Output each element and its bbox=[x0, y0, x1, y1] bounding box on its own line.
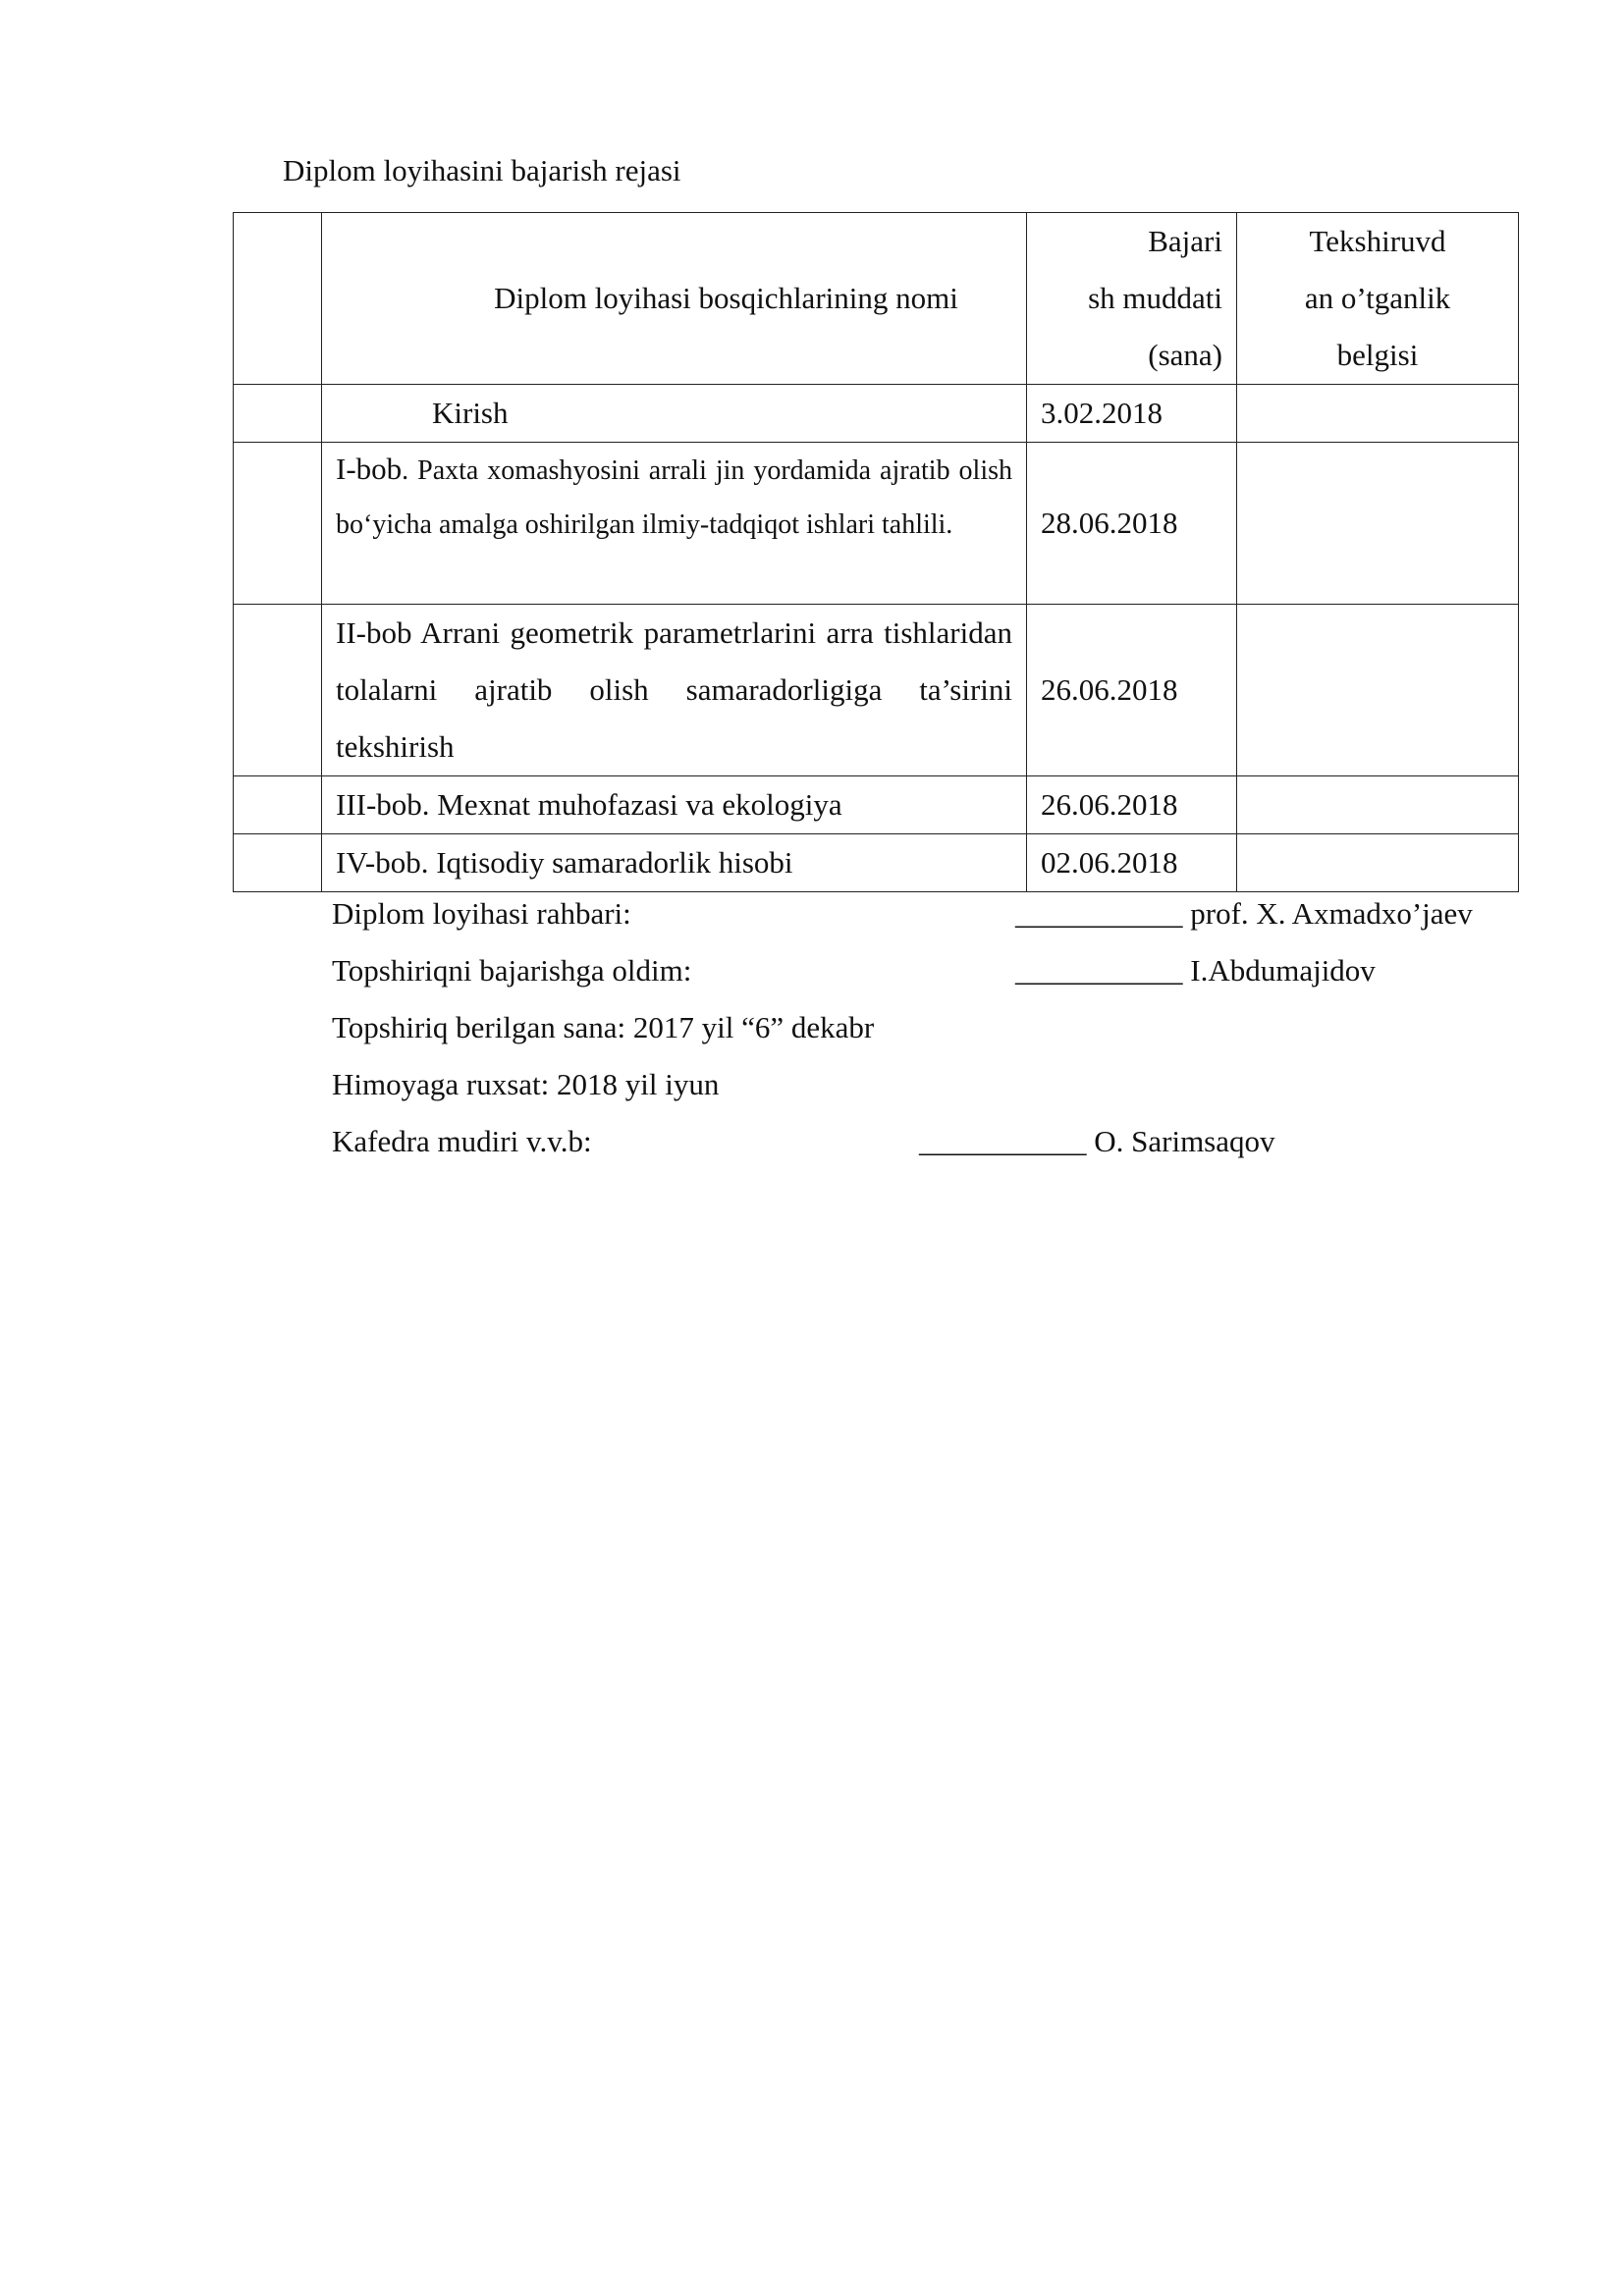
table-row bbox=[234, 443, 1519, 605]
row-stage-prefix: I-bob bbox=[336, 452, 403, 486]
row-date: 02.06.2018 bbox=[1027, 834, 1237, 892]
row-number bbox=[234, 605, 322, 776]
header-deadline-line2: sh muddati bbox=[1088, 281, 1222, 315]
department-head-name: O. Sarimsaqov bbox=[1094, 1124, 1275, 1158]
student-label: Topshiriqni bajarishga oldim: bbox=[332, 953, 692, 988]
row-number bbox=[234, 443, 322, 605]
row-check bbox=[1237, 776, 1519, 834]
table-row bbox=[234, 605, 1519, 776]
header-check-line3: belgisi bbox=[1336, 338, 1419, 372]
supervisor-label: Diplom loyihasi rahbari: bbox=[332, 896, 631, 931]
row-number bbox=[234, 834, 322, 892]
header-deadline-line3: (sana) bbox=[1148, 338, 1222, 372]
header-check-line2: an o’tganlik bbox=[1304, 281, 1451, 315]
header-check-mark bbox=[1237, 213, 1519, 385]
department-head-signature-line: ___________ bbox=[919, 1124, 1087, 1158]
row-date: 26.06.2018 bbox=[1027, 776, 1237, 834]
supervisor-name: prof. X. Axmadxo’jaev bbox=[1190, 896, 1473, 931]
row-stage-name: III-bob. Mexnat muhofazasi va ekologiya bbox=[322, 776, 1027, 834]
row-check bbox=[1237, 443, 1519, 605]
header-deadline bbox=[1027, 213, 1237, 385]
row-stage-name bbox=[322, 443, 1027, 605]
issue-date: Topshiriq berilgan sana: 2017 yil “6” dekabr bbox=[332, 1010, 875, 1044]
header-deadline-line1: Bajari bbox=[1148, 224, 1222, 258]
row-number bbox=[234, 385, 322, 443]
defense-permission: Himoyaga ruxsat: 2018 yil iyun bbox=[332, 1067, 720, 1101]
row-date: 26.06.2018 bbox=[1027, 605, 1237, 776]
supervisor-signature bbox=[1015, 896, 1473, 932]
student-signature-line: ___________ bbox=[1015, 953, 1183, 988]
student-signature bbox=[1015, 953, 1376, 988]
row-date: 3.02.2018 bbox=[1027, 385, 1237, 443]
table-header-row bbox=[234, 213, 1519, 385]
row-check bbox=[1237, 385, 1519, 443]
header-check-line1: Tekshiruvd bbox=[1309, 224, 1446, 258]
department-head-label: Kafedra mudiri v.v.b: bbox=[332, 1124, 592, 1158]
student-name: I.Abdumajidov bbox=[1190, 953, 1376, 988]
plan-table bbox=[233, 212, 1519, 892]
row-date: 28.06.2018 bbox=[1027, 443, 1237, 605]
row-check bbox=[1237, 605, 1519, 776]
row-check bbox=[1237, 834, 1519, 892]
row-stage-name: II-bob Arrani geometrik parametrlarini arra tishlaridan tolalarni ajratib olish samaradorligiga ta’sirini tekshirish bbox=[322, 605, 1027, 776]
department-head-signature bbox=[919, 1124, 1275, 1159]
row-stage-name: IV-bob. Iqtisodiy samaradorlik hisobi bbox=[322, 834, 1027, 892]
row-stage-name: Kirish bbox=[322, 385, 1027, 443]
table-row bbox=[234, 834, 1519, 892]
row-stage-text: . Paxta xomashyosini arrali jin yordamida ajratib olish bo‘yicha amalga oshirilgan ilmiy-tadqiqot ishlari tahlili. bbox=[336, 455, 1012, 540]
header-stage-name: Diplom loyihasi bosqichlarining nomi bbox=[322, 213, 1027, 385]
row-number bbox=[234, 776, 322, 834]
document-title: Diplom loyihasini bajarish rejasi bbox=[283, 153, 681, 187]
supervisor-signature-line: ___________ bbox=[1015, 896, 1183, 931]
table-row bbox=[234, 776, 1519, 834]
header-number bbox=[234, 213, 322, 385]
table-row bbox=[234, 385, 1519, 443]
